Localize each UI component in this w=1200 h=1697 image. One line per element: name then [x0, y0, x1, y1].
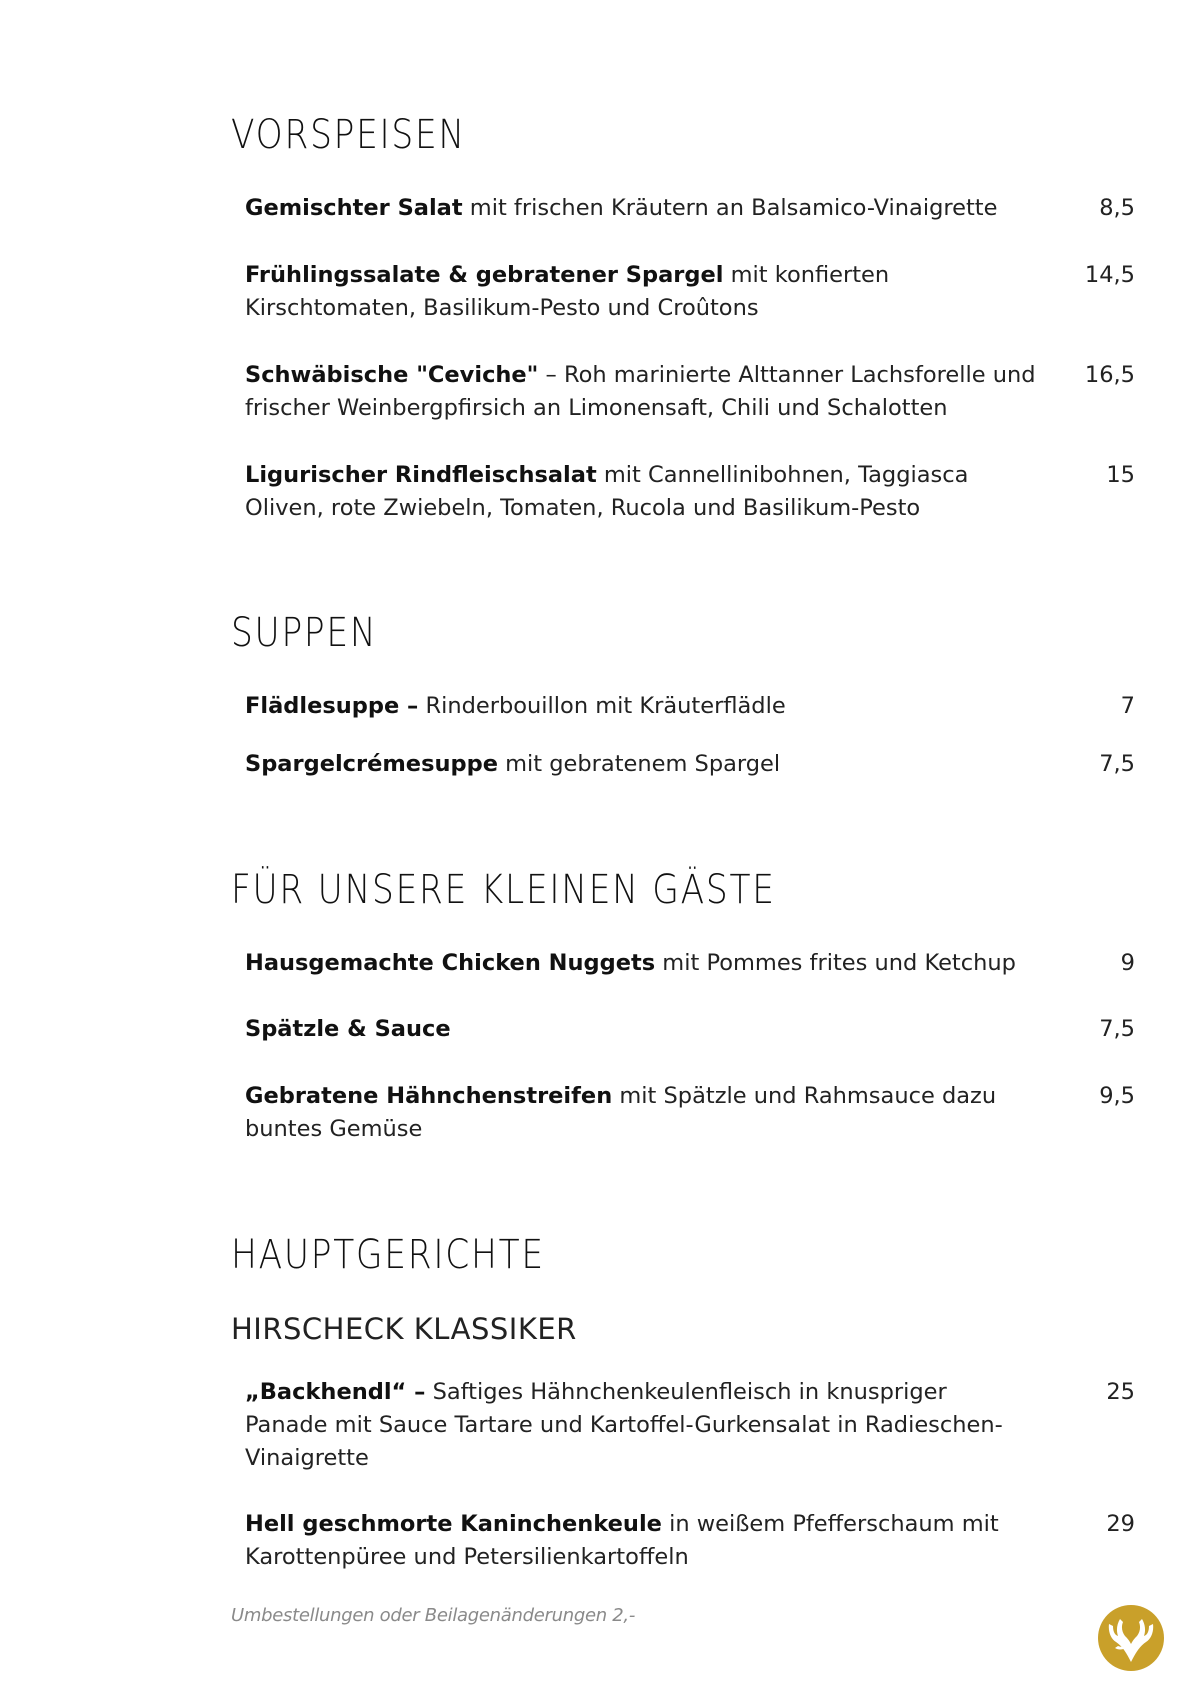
section-title-vorspeisen: VORSPEISEN	[231, 112, 466, 158]
item-price: 7	[1120, 693, 1135, 719]
item-price: 9,5	[1099, 1083, 1135, 1109]
item-price: 15	[1106, 462, 1135, 488]
item-name: Hausgemachte Chicken Nuggets	[245, 950, 656, 976]
item-price: 7,5	[1099, 751, 1135, 777]
item-description: Saftiges Hähnchenkeulenfleisch in knuspriger Panade mit Sauce Tartare und Kartoffel-Gurkensalat in Radieschen-Vinaigrette	[245, 1379, 1003, 1471]
item-description: mit konfierten Kirschtomaten, Basilikum-Pesto und Croûtons	[245, 262, 890, 321]
menu-item	[245, 359, 1135, 425]
item-name: „Backhendl“ –	[245, 1379, 426, 1405]
menu-item	[245, 1508, 1135, 1574]
item-price: 8,5	[1099, 195, 1135, 221]
menu-item	[245, 259, 1135, 325]
menu-item	[245, 947, 1135, 980]
item-description: mit Spätzle und Rahmsauce dazu buntes Gemüse	[245, 1083, 997, 1142]
item-name: Frühlingssalate & gebratener Spargel	[245, 262, 724, 288]
item-name: Gemischter Salat	[245, 195, 463, 221]
item-name: Flädlesuppe –	[245, 693, 419, 719]
item-description: mit Pommes frites und Ketchup	[655, 950, 1016, 976]
item-name: Spätzle & Sauce	[245, 1016, 451, 1042]
section-title-kinder: FÜR UNSERE KLEINEN GÄSTE	[231, 867, 776, 913]
item-description: mit frischen Kräutern an Balsamico-Vinaigrette	[462, 195, 998, 221]
subsection-title-klassiker: HIRSCHECK KLASSIKER	[231, 1312, 577, 1346]
item-price: 7,5	[1099, 1016, 1135, 1042]
item-name: Hell geschmorte Kaninchenkeule	[245, 1511, 662, 1537]
item-description: in weißem Pfefferschaum mit Karottenpüree und Petersilienkartoffeln	[245, 1511, 999, 1570]
menu-item	[245, 748, 1135, 781]
item-price: 29	[1106, 1511, 1135, 1537]
footnote: Umbestellungen oder Beilagenänderungen 2,-	[231, 1605, 636, 1626]
item-description: mit Cannellinibohnen, Taggiasca Oliven, rote Zwiebeln, Tomaten, Rucola und Basilikum-Pesto	[245, 462, 969, 521]
item-name: Ligurischer Rindfleischsalat	[245, 462, 597, 488]
item-price: 14,5	[1084, 262, 1135, 288]
item-price: 16,5	[1084, 362, 1135, 388]
item-description: Rinderbouillon mit Kräuterflädle	[418, 693, 786, 719]
deer-antler-logo-icon	[1096, 1602, 1166, 1672]
section-title-suppen: SUPPEN	[231, 610, 378, 656]
item-price: 9	[1120, 950, 1135, 976]
menu-item	[245, 690, 1135, 723]
item-description: mit gebratenem Spargel	[497, 751, 781, 777]
item-name: Gebratene Hähnchenstreifen	[245, 1083, 613, 1109]
item-price: 25	[1106, 1379, 1135, 1405]
menu-item	[245, 1376, 1135, 1475]
menu-item	[245, 192, 1135, 225]
item-name: Spargelcrémesuppe	[245, 751, 498, 777]
menu-item	[245, 459, 1135, 525]
menu-item	[245, 1013, 1135, 1046]
section-title-hauptgerichte: HAUPTGERICHTE	[231, 1232, 545, 1278]
menu-item	[245, 1080, 1135, 1146]
item-description: – Roh marinierte Alttanner Lachsforelle und frischer Weinbergpfirsich an Limonensaft, Chili und Schalotten	[245, 362, 1036, 421]
item-name: Schwäbische "Ceviche"	[245, 362, 539, 388]
